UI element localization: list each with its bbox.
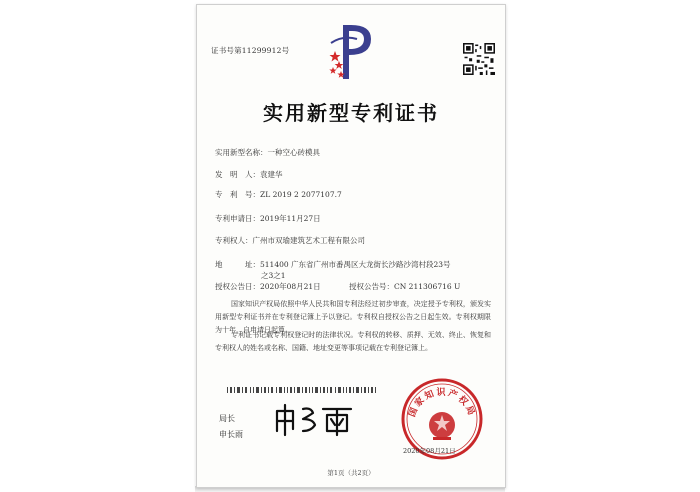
legal-paragraph-2: 专利证书记载专利权登记时的法律状况。专利权的转移、质押、无效、终止、恢复和专利权人的姓名或名称、国籍、地址变更等事项记载在专利登记簿上。: [215, 331, 491, 352]
field-label: 发 明 人：: [215, 170, 260, 179]
seal-text: 国家知识产权局: [407, 388, 477, 419]
field-grant-date: [215, 281, 321, 292]
field-value: 广州市双瑜建筑艺术工程有限公司: [252, 236, 365, 245]
page-number: 第1页（共2页）: [327, 469, 375, 477]
field-value: 511400 广东省广州市番禺区大龙街长沙路沙湾村段23号: [260, 260, 451, 269]
field-label: 专利申请日：: [215, 214, 260, 223]
field-label: 实用新型名称：: [215, 148, 268, 157]
field-label: 专利权人：: [215, 236, 253, 245]
certificate-title: 实用新型专利证书: [263, 101, 439, 125]
field-value: ZL 2019 2 2077107.7: [260, 190, 342, 199]
field-label: 授权公告日：: [215, 282, 260, 291]
field-label: 地 址：: [215, 260, 260, 269]
field-value: 2019年11月27日: [260, 214, 321, 223]
field-value: CN 211306716 U: [394, 282, 461, 291]
field-address-line2: 之3之1: [261, 271, 286, 280]
field-label: 授权公告号：: [349, 282, 394, 291]
field-inventor: [215, 169, 283, 180]
director-title: 局长: [219, 414, 235, 423]
field-utility-name: [215, 147, 320, 158]
field-label: 专 利 号：: [215, 190, 260, 199]
barcode-strip: [227, 387, 377, 393]
qr-code-icon: [463, 43, 495, 75]
field-address: [215, 259, 451, 270]
field-value: 一种空心砖模具: [267, 148, 320, 157]
cnipa-logo-icon: [325, 21, 377, 83]
field-patentee: [215, 235, 365, 246]
certificate-number: 证书号第11299912号: [211, 46, 290, 55]
patent-certificate: [196, 4, 506, 488]
field-patent-number: [215, 189, 342, 200]
seal-date: 2020年08月21日: [403, 447, 456, 455]
director-signature: [271, 401, 357, 437]
field-value: 袁建华: [260, 170, 283, 179]
legal-paragraph-1: 国家知识产权局依照中华人民共和国专利法经过初步审查，决定授予专利权，颁发实用新型专利证书并在专利登记簿上予以登记。专利权自授权公告之日起生效。专利权期限为十年，自申请日起算。: [215, 300, 491, 334]
field-value: 2020年08月21日: [260, 282, 321, 291]
field-grant-number: [349, 281, 460, 292]
field-filing-date: [215, 213, 321, 224]
director-name: 申长雨: [219, 430, 243, 439]
